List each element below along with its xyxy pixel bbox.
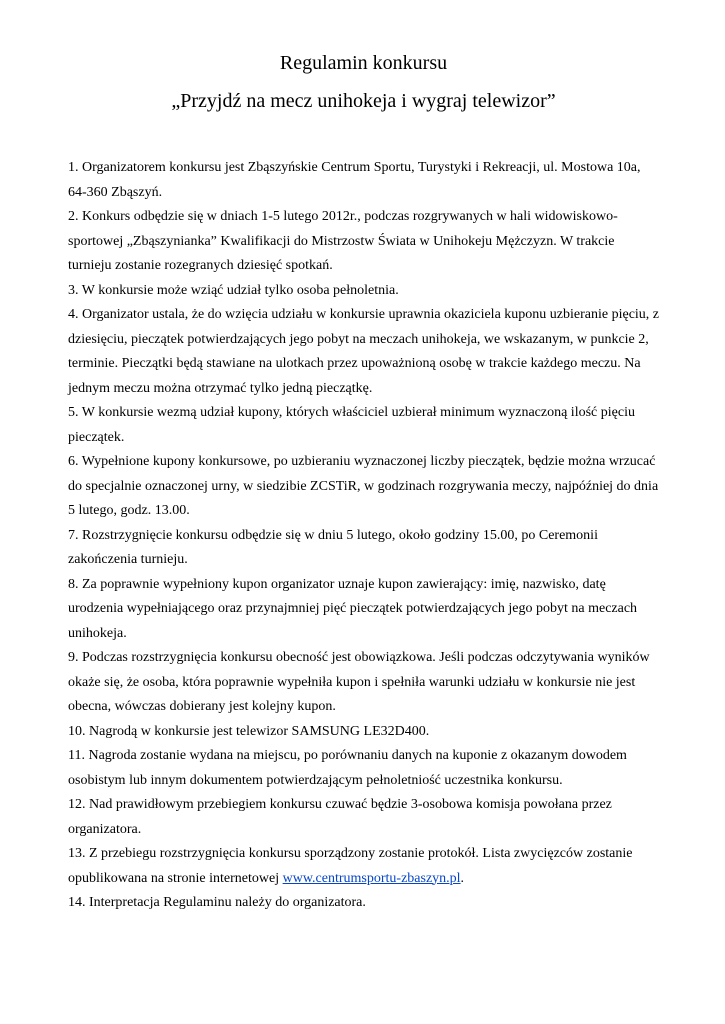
paragraph-10: 10. Nagrodą w konkursie jest telewizor SAMSUNG LE32D400. bbox=[68, 723, 430, 739]
paragraph-3: 3. W konkursie może wziąć udział tylko osoba pełnoletnia. bbox=[68, 282, 399, 298]
document-title: Regulamin konkursu bbox=[279, 52, 448, 74]
document-subtitle: „Przyjdź na mecz unihokeja i wygraj telewizor” bbox=[171, 90, 556, 112]
paragraph-1: 1. Organizatorem konkursu jest Zbąszyńskie Centrum Sportu, Turystyki i Rekreacji, ul. Mostowa 10a, 64-360 Zbąszyń. bbox=[68, 160, 641, 200]
paragraph-14: 14. Interpretacja Regulaminu należy do organizatora. bbox=[68, 895, 366, 910]
paragraph-9: 9. Podczas rozstrzygnięcia konkursu obecność jest obowiązkowa. Jeśli podczas odczytywania wyników okaże się, że osoba, która poprawnie wypełniła kupon i spełniła warunki udziału w konkursie nie jest obecna, wówczas dobierany jest kolejny kupon. bbox=[68, 650, 650, 714]
website-link[interactable]: www.centrumsportu-zbaszyn.pl bbox=[282, 870, 461, 886]
paragraph-7: 7. Rozstrzygnięcie konkursu odbędzie się w dniu 5 lutego, około godziny 15.00, po Ceremonii zakończenia turnieju. bbox=[68, 527, 598, 567]
document-body bbox=[68, 156, 659, 916]
paragraph-5: 5. W konkursie wezmą udział kupony, których właściciel uzbierał minimum wyznaczoną ilość pięciu pieczątek. bbox=[68, 405, 635, 445]
paragraph-13 bbox=[68, 842, 659, 891]
paragraph-4: 4. Organizator ustala, że do wzięcia udziału w konkursie uprawnia okaziciela kuponu uzbieranie pięciu, z dziesięciu, pieczątek potwierdzających jego pobyt na meczach unihokeja, we wskazanym, w punkcie 2, terminie. Pieczątki będą stawiane na ulotkach przez upoważnioną osobę w trakcie każdego meczu. Na jednym meczu można otrzymać tylko jedną pieczątkę. bbox=[68, 307, 660, 396]
paragraph-13-text-before: 13. Z przebiegu rozstrzygnięcia konkursu sporządzony zostanie protokół. Lista zwycięzców zostanie opublikowana na stronie internetowej bbox=[68, 846, 633, 886]
paragraph-13-text-after: . bbox=[460, 870, 465, 886]
paragraph-2: 2. Konkurs odbędzie się w dniach 1-5 lutego 2012r., podczas rozgrywanych w hali widowiskowo-sportowej „Zbąszynianka” Kwalifikacji do Mistrzostw Świata w Unihokeju Mężczyzn. W trakcie turnieju zostanie rozegranych dziesięć spotkań. bbox=[68, 209, 618, 273]
paragraph-11: 11. Nagroda zostanie wydana na miejscu, po porównaniu danych na kuponie z okazanym dowodem osobistym lub innym dokumentem potwierdzającym pełnoletniość uczestnika konkursu. bbox=[68, 748, 627, 788]
paragraph-8: 8. Za poprawnie wypełniony kupon organizator uznaje kupon zawierający: imię, nazwisko, datę urodzenia wypełniającego oraz przynajmniej pięć pieczątek potwierdzających jego pobyt na meczach unihokeja. bbox=[68, 576, 638, 641]
paragraph-12: 12. Nad prawidłowym przebiegiem konkursu czuwać będzie 3-osobowa komisja powołana przez organizatora. bbox=[68, 797, 612, 837]
paragraph-6: 6. Wypełnione kupony konkursowe, po uzbieraniu wyznaczonej liczby pieczątek, będzie można wrzucać do specjalnie oznaczonej urny, w siedzibie ZCSTiR, w godzinach rozgrywania meczy, najpóźniej do dnia 5 lutego, godz. 13.00. bbox=[68, 454, 659, 518]
